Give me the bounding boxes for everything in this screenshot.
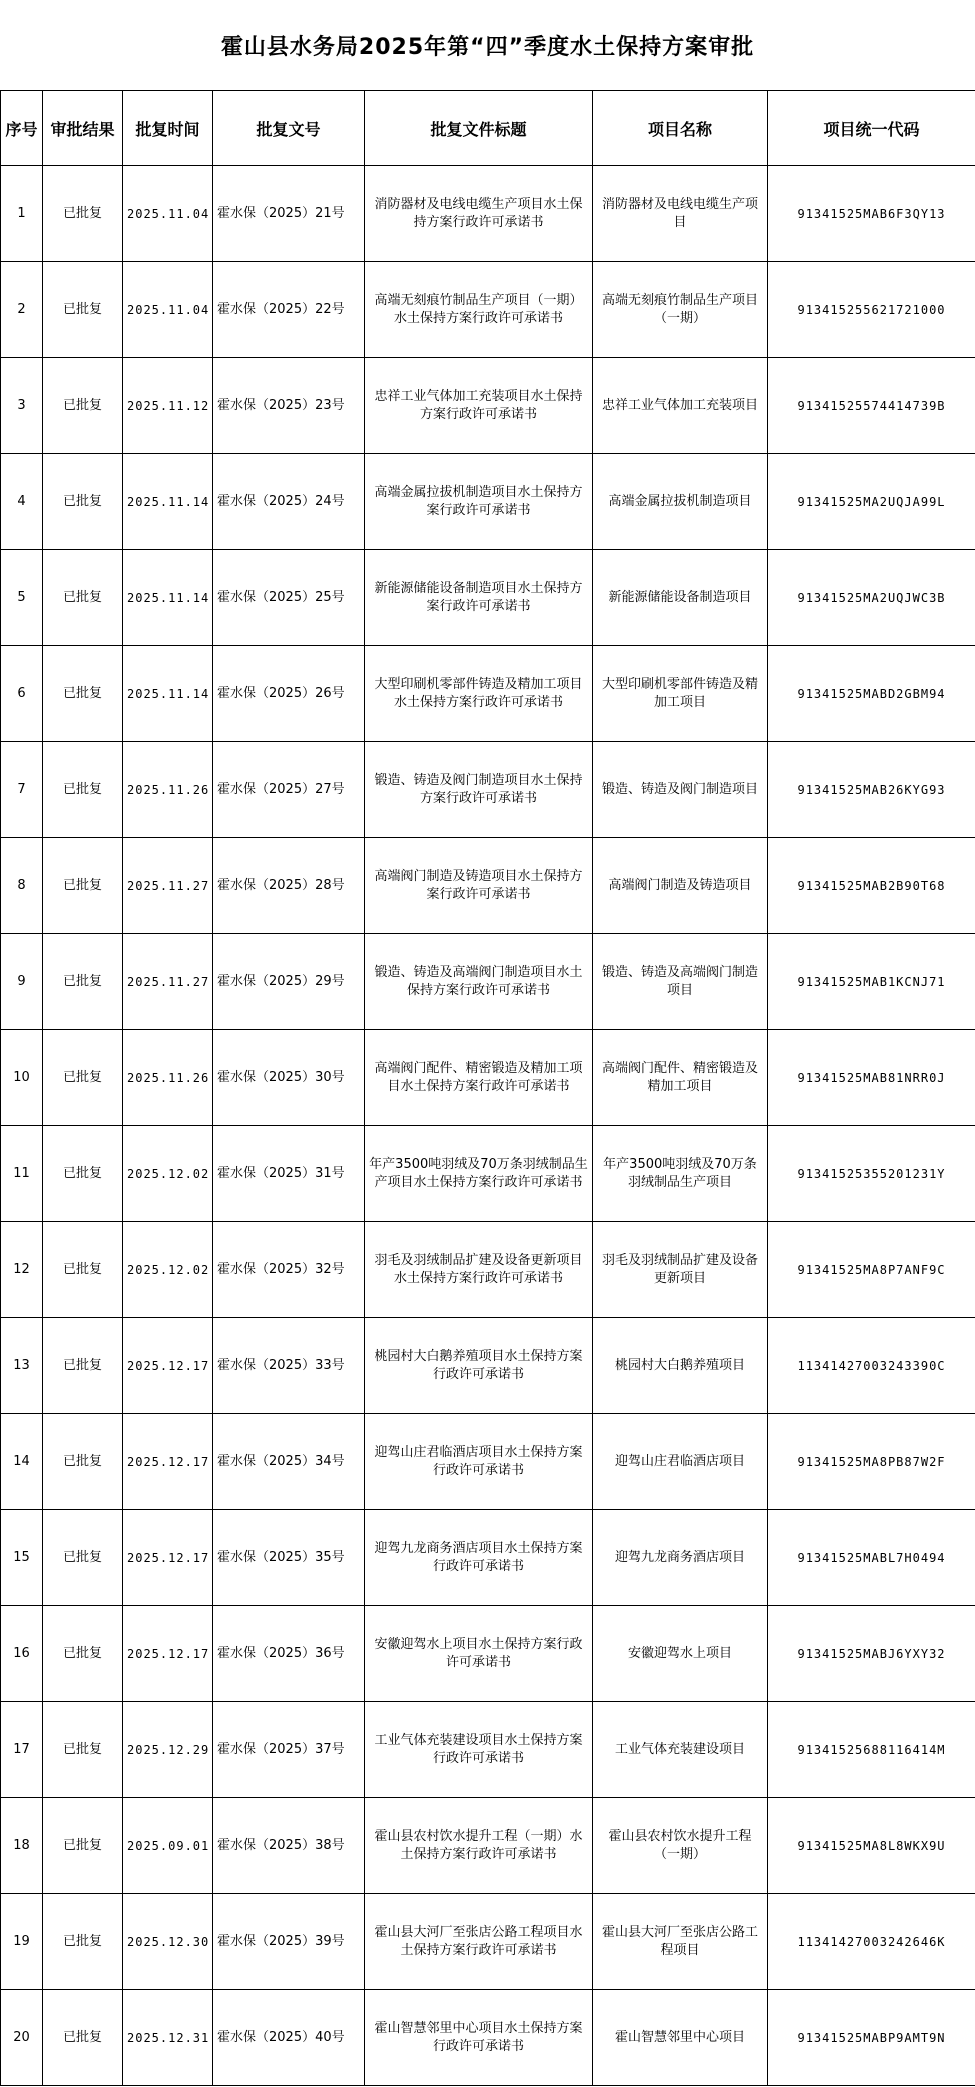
row-result-cell: 已批复	[43, 550, 123, 646]
row-result-cell: 已批复	[43, 934, 123, 1030]
row-date-cell: 2025.12.02	[123, 1222, 213, 1318]
row-no-cell: 11	[1, 1126, 43, 1222]
table-row	[1, 934, 975, 1030]
table-row	[1, 742, 975, 838]
row-no-cell: 17	[1, 1702, 43, 1798]
row-date-cell: 2025.11.27	[123, 934, 213, 1030]
row-project-code-cell: 91341525MABJ6YXY32	[768, 1606, 975, 1702]
row-project-code-cell: 11341427003242646K	[768, 1894, 975, 1990]
row-doc-number-cell: 霍水保（2025）38号	[213, 1798, 365, 1894]
row-project-code-cell: 91341525MAB2B90T68	[768, 838, 975, 934]
row-date-cell: 2025.11.04	[123, 262, 213, 358]
row-doc-number-cell: 霍水保（2025）29号	[213, 934, 365, 1030]
table-row	[1, 1510, 975, 1606]
table-row	[1, 838, 975, 934]
row-project-name-cell: 高端金属拉拔机制造项目	[593, 454, 768, 550]
row-doc-number-cell: 霍水保（2025）39号	[213, 1894, 365, 1990]
row-project-name-cell: 迎驾九龙商务酒店项目	[593, 1510, 768, 1606]
row-date-cell: 2025.12.02	[123, 1126, 213, 1222]
row-result-cell: 已批复	[43, 262, 123, 358]
row-project-code-cell: 91341525MAB26KYG93	[768, 742, 975, 838]
header-file-title: 批复文件标题	[365, 91, 593, 166]
row-project-name-cell: 桃园村大白鹅养殖项目	[593, 1318, 768, 1414]
row-doc-number-cell: 霍水保（2025）22号	[213, 262, 365, 358]
row-date-cell: 2025.11.26	[123, 742, 213, 838]
row-no-cell: 9	[1, 934, 43, 1030]
row-project-code-cell: 91341525MAB81NRR0J	[768, 1030, 975, 1126]
row-project-name-cell: 忠祥工业气体加工充装项目	[593, 358, 768, 454]
row-project-code-cell: 913415255621721000	[768, 262, 975, 358]
row-doc-number-cell: 霍水保（2025）30号	[213, 1030, 365, 1126]
row-project-name-cell: 锻造、铸造及阀门制造项目	[593, 742, 768, 838]
row-no-cell: 4	[1, 454, 43, 550]
row-result-cell: 已批复	[43, 1222, 123, 1318]
row-file-title-cell: 高端金属拉拔机制造项目水土保持方案行政许可承诺书	[365, 454, 593, 550]
row-project-name-cell: 大型印刷机零部件铸造及精加工项目	[593, 646, 768, 742]
row-project-name-cell: 安徽迎驾水上项目	[593, 1606, 768, 1702]
page-title: 霍山县水务局2025年第“四”季度水土保持方案审批	[220, 34, 755, 60]
row-file-title-cell: 霍山智慧邻里中心项目水土保持方案行政许可承诺书	[365, 1990, 593, 2086]
row-no-cell: 18	[1, 1798, 43, 1894]
table-row	[1, 1030, 975, 1126]
table-row	[1, 1990, 975, 2086]
row-result-cell: 已批复	[43, 1318, 123, 1414]
row-project-name-cell: 高端阀门配件、精密锻造及精加工项目	[593, 1030, 768, 1126]
row-result-cell: 已批复	[43, 1606, 123, 1702]
row-doc-number-cell: 霍水保（2025）33号	[213, 1318, 365, 1414]
row-project-code-cell: 91341525574414739B	[768, 358, 975, 454]
row-project-name-cell: 高端阀门制造及铸造项目	[593, 838, 768, 934]
row-file-title-cell: 大型印刷机零部件铸造及精加工项目水土保持方案行政许可承诺书	[365, 646, 593, 742]
approval-table	[0, 90, 975, 2086]
row-file-title-cell: 桃园村大白鹅养殖项目水土保持方案行政许可承诺书	[365, 1318, 593, 1414]
row-date-cell: 2025.12.17	[123, 1606, 213, 1702]
table-row	[1, 646, 975, 742]
row-project-name-cell: 高端无刻痕竹制品生产项目（一期）	[593, 262, 768, 358]
table-row	[1, 1222, 975, 1318]
row-no-cell: 14	[1, 1414, 43, 1510]
row-date-cell: 2025.12.30	[123, 1894, 213, 1990]
row-file-title-cell: 锻造、铸造及阀门制造项目水土保持方案行政许可承诺书	[365, 742, 593, 838]
row-project-code-cell: 91341525MA2UQJA99L	[768, 454, 975, 550]
header-project-name: 项目名称	[593, 91, 768, 166]
row-file-title-cell: 霍山县农村饮水提升工程（一期）水土保持方案行政许可承诺书	[365, 1798, 593, 1894]
row-file-title-cell: 忠祥工业气体加工充装项目水土保持方案行政许可承诺书	[365, 358, 593, 454]
row-project-code-cell: 91341525MA8PB87W2F	[768, 1414, 975, 1510]
table-row	[1, 1798, 975, 1894]
row-no-cell: 5	[1, 550, 43, 646]
row-date-cell: 2025.12.17	[123, 1414, 213, 1510]
header-doc-number: 批复文号	[213, 91, 365, 166]
row-project-code-cell: 91341525MA8P7ANF9C	[768, 1222, 975, 1318]
row-project-name-cell: 工业气体充装建设项目	[593, 1702, 768, 1798]
row-no-cell: 1	[1, 166, 43, 262]
row-result-cell: 已批复	[43, 646, 123, 742]
header-no: 序号	[1, 91, 43, 166]
row-project-code-cell: 91341525MAB6F3QY13	[768, 166, 975, 262]
table-row	[1, 358, 975, 454]
row-doc-number-cell: 霍水保（2025）40号	[213, 1990, 365, 2086]
row-date-cell: 2025.11.04	[123, 166, 213, 262]
row-result-cell: 已批复	[43, 1798, 123, 1894]
table-row	[1, 1702, 975, 1798]
table-row	[1, 166, 975, 262]
row-result-cell: 已批复	[43, 1510, 123, 1606]
row-no-cell: 8	[1, 838, 43, 934]
row-doc-number-cell: 霍水保（2025）24号	[213, 454, 365, 550]
row-project-code-cell: 91341525MAB1KCNJ71	[768, 934, 975, 1030]
row-date-cell: 2025.12.17	[123, 1318, 213, 1414]
row-result-cell: 已批复	[43, 838, 123, 934]
row-project-code-cell: 91341525MA2UQJWC3B	[768, 550, 975, 646]
table-row	[1, 1606, 975, 1702]
row-doc-number-cell: 霍水保（2025）26号	[213, 646, 365, 742]
row-file-title-cell: 高端无刻痕竹制品生产项目（一期）水土保持方案行政许可承诺书	[365, 262, 593, 358]
row-project-name-cell: 消防器材及电线电缆生产项目	[593, 166, 768, 262]
row-result-cell: 已批复	[43, 358, 123, 454]
row-project-code-cell: 91341525MABL7H0494	[768, 1510, 975, 1606]
row-result-cell: 已批复	[43, 742, 123, 838]
row-doc-number-cell: 霍水保（2025）31号	[213, 1126, 365, 1222]
row-file-title-cell: 新能源储能设备制造项目水土保持方案行政许可承诺书	[365, 550, 593, 646]
row-project-name-cell: 迎驾山庄君临酒店项目	[593, 1414, 768, 1510]
row-file-title-cell: 羽毛及羽绒制品扩建及设备更新项目水土保持方案行政许可承诺书	[365, 1222, 593, 1318]
row-no-cell: 7	[1, 742, 43, 838]
row-project-name-cell: 羽毛及羽绒制品扩建及设备更新项目	[593, 1222, 768, 1318]
row-file-title-cell: 安徽迎驾水上项目水土保持方案行政许可承诺书	[365, 1606, 593, 1702]
row-project-name-cell: 霍山县农村饮水提升工程（一期）	[593, 1798, 768, 1894]
row-project-code-cell: 91341525MABD2GBM94	[768, 646, 975, 742]
row-file-title-cell: 高端阀门制造及铸造项目水土保持方案行政许可承诺书	[365, 838, 593, 934]
row-project-name-cell: 霍山智慧邻里中心项目	[593, 1990, 768, 2086]
header-project-code: 项目统一代码	[768, 91, 975, 166]
row-project-code-cell: 91341525MABP9AMT9N	[768, 1990, 975, 2086]
row-doc-number-cell: 霍水保（2025）35号	[213, 1510, 365, 1606]
row-no-cell: 2	[1, 262, 43, 358]
row-file-title-cell: 迎驾山庄君临酒店项目水土保持方案行政许可承诺书	[365, 1414, 593, 1510]
row-doc-number-cell: 霍水保（2025）32号	[213, 1222, 365, 1318]
table-row	[1, 262, 975, 358]
row-date-cell: 2025.12.17	[123, 1510, 213, 1606]
row-file-title-cell: 霍山县大河厂至张店公路工程项目水土保持方案行政许可承诺书	[365, 1894, 593, 1990]
header-row	[1, 91, 975, 166]
row-no-cell: 20	[1, 1990, 43, 2086]
row-doc-number-cell: 霍水保（2025）34号	[213, 1414, 365, 1510]
row-doc-number-cell: 霍水保（2025）37号	[213, 1702, 365, 1798]
row-doc-number-cell: 霍水保（2025）27号	[213, 742, 365, 838]
row-result-cell: 已批复	[43, 1894, 123, 1990]
row-project-code-cell: 91341525MA8L8WKX9U	[768, 1798, 975, 1894]
row-result-cell: 已批复	[43, 1702, 123, 1798]
row-result-cell: 已批复	[43, 1126, 123, 1222]
row-file-title-cell: 消防器材及电线电缆生产项目水土保持方案行政许可承诺书	[365, 166, 593, 262]
row-file-title-cell: 年产3500吨羽绒及70万条羽绒制品生产项目水土保持方案行政许可承诺书	[365, 1126, 593, 1222]
row-no-cell: 6	[1, 646, 43, 742]
row-file-title-cell: 高端阀门配件、精密锻造及精加工项目水土保持方案行政许可承诺书	[365, 1030, 593, 1126]
row-file-title-cell: 锻造、铸造及高端阀门制造项目水土保持方案行政许可承诺书	[365, 934, 593, 1030]
table-row	[1, 1894, 975, 1990]
row-date-cell: 2025.11.27	[123, 838, 213, 934]
row-doc-number-cell: 霍水保（2025）36号	[213, 1606, 365, 1702]
row-doc-number-cell: 霍水保（2025）25号	[213, 550, 365, 646]
row-result-cell: 已批复	[43, 1030, 123, 1126]
row-project-code-cell: 91341525355201231Y	[768, 1126, 975, 1222]
row-no-cell: 16	[1, 1606, 43, 1702]
row-result-cell: 已批复	[43, 1414, 123, 1510]
row-doc-number-cell: 霍水保（2025）21号	[213, 166, 365, 262]
row-doc-number-cell: 霍水保（2025）23号	[213, 358, 365, 454]
row-date-cell: 2025.11.12	[123, 358, 213, 454]
table-row	[1, 1414, 975, 1510]
header-result: 审批结果	[43, 91, 123, 166]
header-date: 批复时间	[123, 91, 213, 166]
row-project-code-cell: 11341427003243390C	[768, 1318, 975, 1414]
table-row	[1, 1126, 975, 1222]
row-date-cell: 2025.09.01	[123, 1798, 213, 1894]
row-date-cell: 2025.11.14	[123, 454, 213, 550]
row-date-cell: 2025.11.26	[123, 1030, 213, 1126]
row-no-cell: 15	[1, 1510, 43, 1606]
row-date-cell: 2025.11.14	[123, 646, 213, 742]
row-project-name-cell: 霍山县大河厂至张店公路工程项目	[593, 1894, 768, 1990]
row-no-cell: 19	[1, 1894, 43, 1990]
row-date-cell: 2025.12.29	[123, 1702, 213, 1798]
row-date-cell: 2025.11.14	[123, 550, 213, 646]
row-doc-number-cell: 霍水保（2025）28号	[213, 838, 365, 934]
row-file-title-cell: 工业气体充装建设项目水土保持方案行政许可承诺书	[365, 1702, 593, 1798]
table-row	[1, 550, 975, 646]
row-result-cell: 已批复	[43, 1990, 123, 2086]
row-project-name-cell: 新能源储能设备制造项目	[593, 550, 768, 646]
row-project-name-cell: 年产3500吨羽绒及70万条羽绒制品生产项目	[593, 1126, 768, 1222]
row-result-cell: 已批复	[43, 166, 123, 262]
row-no-cell: 12	[1, 1222, 43, 1318]
row-file-title-cell: 迎驾九龙商务酒店项目水土保持方案行政许可承诺书	[365, 1510, 593, 1606]
table-row	[1, 1318, 975, 1414]
table-row	[1, 454, 975, 550]
row-result-cell: 已批复	[43, 454, 123, 550]
row-no-cell: 3	[1, 358, 43, 454]
row-project-code-cell: 91341525688116414M	[768, 1702, 975, 1798]
row-no-cell: 13	[1, 1318, 43, 1414]
row-date-cell: 2025.12.31	[123, 1990, 213, 2086]
row-no-cell: 10	[1, 1030, 43, 1126]
row-project-name-cell: 锻造、铸造及高端阀门制造项目	[593, 934, 768, 1030]
